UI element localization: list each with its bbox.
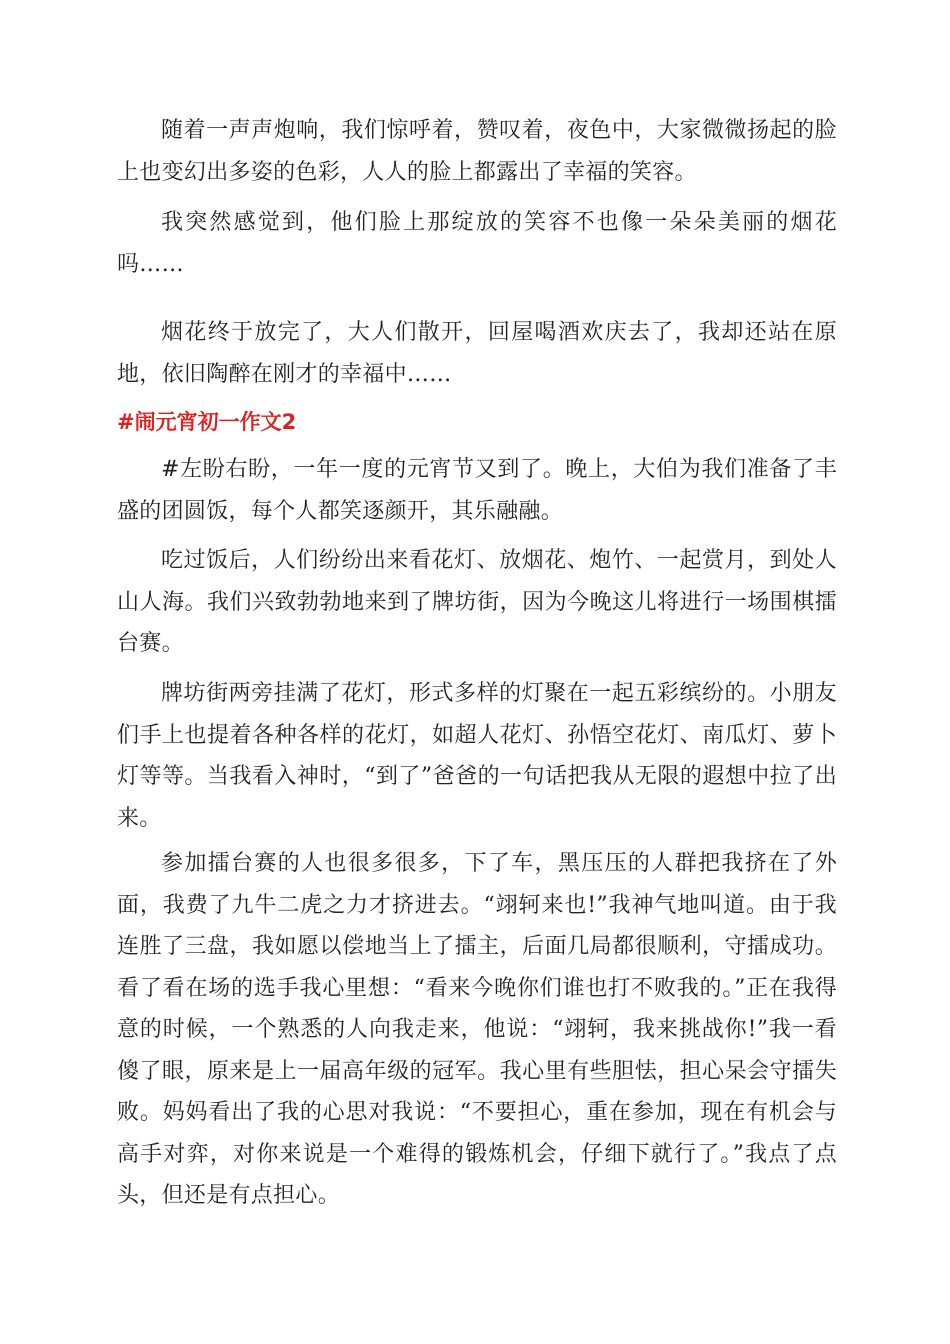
- paragraph-fireworks-ended: 烟花终于放完了，大人们散开，回屋喝酒欢庆去了，我却还站在原地，依旧陶醉在刚才的幸福中……: [117, 320, 837, 387]
- paragraph-smiles-like-fireworks: 我突然感觉到，他们脸上那绽放的笑容不也像一朵朵美丽的烟花吗……: [117, 210, 837, 277]
- paragraph-after-dinner: 吃过饭后，人们纷纷出来看花灯、放烟花、炮竹、一起赏月，到处人山人海。我们兴致勃勃地来到了牌坊街，因为今晚这儿将进行一场围棋擂台赛。: [117, 548, 837, 656]
- paragraph-go-tournament: 参加擂台赛的人也很多很多，下了车，黑压压的人群把我挤在了外面，我费了九牛二虎之力才挤进去。“翊轲来也!”我神气地叫道。由于我连胜了三盘，我如愿以偿地当上了擂主，后面几局都很顺利，守擂成功。看了看在场的选手我心里想：“看来今晚你们谁也打不败我的。”正在我得意的时候，一个熟悉的人向我走来，他说：“翊轲，我来挑战你!”我一看傻了眼，原来是上一届高年级的冠军。我心里有些胆怯，担心呆会守擂失败。妈妈看出了我的心思对我说：“不要担心，重在参加，现在有机会与高手对弈，对你来说是一个难得的锻炼机会，仔细下就行了。”我点了点头，但还是有点担心。: [117, 851, 837, 1208]
- paragraph-fireworks-faces: 随着一声声炮响，我们惊呼着，赞叹着，夜色中，大家微微扬起的脸上也变幻出多姿的色彩，人人的脸上都露出了幸福的笑容。: [117, 118, 837, 185]
- paragraph-lanterns-street: 牌坊街两旁挂满了花灯，形式多样的灯聚在一起五彩缤纷的。小朋友们手上也提着各种各样的花灯，如超人花灯、孙悟空花灯、南瓜灯、萝卜灯等等。当我看入神时，“到了”爸爸的一句话把我从无限的遐想中拉了出来。: [117, 681, 837, 831]
- paragraph-lantern-festival-arrives: #左盼右盼，一年一度的元宵节又到了。晚上，大伯为我们准备了丰盛的团圆饭，每个人都笑逐颜开，其乐融融。: [117, 457, 837, 524]
- section-heading: #闹元宵初一作文2: [117, 410, 297, 434]
